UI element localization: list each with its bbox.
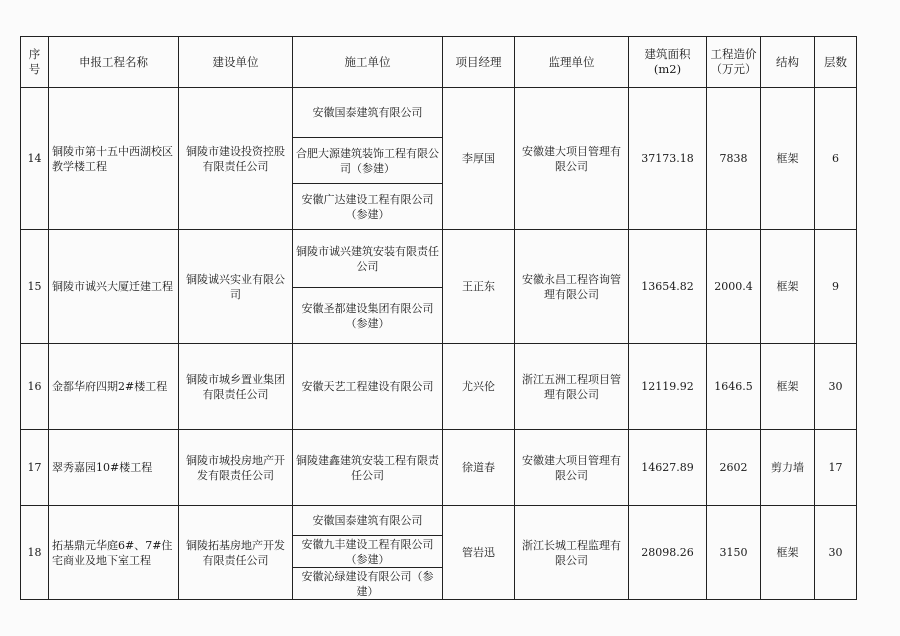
table-row: [21, 88, 857, 138]
builder-cell: 安徽天艺工程建设有限公司: [293, 344, 443, 430]
manager-cell: 王正东: [443, 230, 515, 344]
project-cell: 翠秀嘉园10#楼工程: [49, 430, 179, 506]
header-manager: 项目经理: [443, 37, 515, 88]
header-owner: 建设单位: [179, 37, 293, 88]
header-row: [21, 37, 857, 88]
owner-cell: 铜陵市建设投资控股有限责任公司: [179, 88, 293, 230]
header-builder: 施工单位: [293, 37, 443, 88]
project-table: [20, 36, 857, 600]
supervisor-cell: 浙江五洲工程项目管理有限公司: [515, 344, 629, 430]
structure-cell: 框架: [761, 88, 815, 230]
area-cell: 37173.18: [629, 88, 707, 230]
header-structure: 结构: [761, 37, 815, 88]
structure-cell: 框架: [761, 230, 815, 344]
area-cell: 28098.26: [629, 506, 707, 600]
seq-cell: 18: [21, 506, 49, 600]
area-cell: 12119.92: [629, 344, 707, 430]
floors-cell: 6: [815, 88, 857, 230]
supervisor-cell: 浙江长城工程监理有限公司: [515, 506, 629, 600]
table-row: [21, 344, 857, 430]
structure-cell: 框架: [761, 506, 815, 600]
header-seq: 序号: [21, 37, 49, 88]
cost-cell: 2000.4: [707, 230, 761, 344]
owner-cell: 铜陵拓基房地产开发有限责任公司: [179, 506, 293, 600]
supervisor-cell: 安徽永昌工程咨询管理有限公司: [515, 230, 629, 344]
header-area: 建筑面积(m2): [629, 37, 707, 88]
cost-cell: 3150: [707, 506, 761, 600]
area-cell: 13654.82: [629, 230, 707, 344]
structure-cell: 剪力墙: [761, 430, 815, 506]
owner-cell: 铜陵诚兴实业有限公司: [179, 230, 293, 344]
seq-cell: 14: [21, 88, 49, 230]
builder-cell: 合肥大源建筑装饰工程有限公司（参建）: [293, 138, 443, 184]
builder-cell: 安徽国泰建筑有限公司: [293, 506, 443, 536]
owner-cell: 铜陵市城乡置业集团有限责任公司: [179, 344, 293, 430]
header-project: 申报工程名称: [49, 37, 179, 88]
structure-cell: 框架: [761, 344, 815, 430]
seq-cell: 15: [21, 230, 49, 344]
header-supervisor: 监理单位: [515, 37, 629, 88]
cost-cell: 7838: [707, 88, 761, 230]
project-cell: 金都华府四期2#楼工程: [49, 344, 179, 430]
builder-cell: 安徽沁绿建设有限公司（参建）: [293, 568, 443, 600]
floors-cell: 9: [815, 230, 857, 344]
floors-cell: 30: [815, 506, 857, 600]
floors-cell: 17: [815, 430, 857, 506]
supervisor-cell: 安徽建大项目管理有限公司: [515, 430, 629, 506]
header-floors: 层数: [815, 37, 857, 88]
manager-cell: 管岩迅: [443, 506, 515, 600]
table-row: [21, 230, 857, 288]
owner-cell: 铜陵市城投房地产开发有限责任公司: [179, 430, 293, 506]
area-cell: 14627.89: [629, 430, 707, 506]
builder-cell: 铜陵市诚兴建筑安装有限责任公司: [293, 230, 443, 288]
builder-cell: 安徽国泰建筑有限公司: [293, 88, 443, 138]
seq-cell: 17: [21, 430, 49, 506]
builder-cell: 安徽广达建设工程有限公司（参建）: [293, 184, 443, 230]
floors-cell: 30: [815, 344, 857, 430]
builder-cell: 铜陵建鑫建筑安装工程有限责任公司: [293, 430, 443, 506]
seq-cell: 16: [21, 344, 49, 430]
manager-cell: 尤兴伦: [443, 344, 515, 430]
table-row: [21, 430, 857, 506]
manager-cell: 徐道春: [443, 430, 515, 506]
project-cell: 铜陵市诚兴大厦迁建工程: [49, 230, 179, 344]
manager-cell: 李厚国: [443, 88, 515, 230]
table-row: [21, 506, 857, 536]
builder-cell: 安徽九丰建设工程有限公司（参建）: [293, 536, 443, 568]
header-cost: 工程造价（万元）: [707, 37, 761, 88]
project-cell: 拓基鼎元华庭6#、7#住宅商业及地下室工程: [49, 506, 179, 600]
builder-cell: 安徽圣都建设集团有限公司（参建）: [293, 288, 443, 344]
cost-cell: 1646.5: [707, 344, 761, 430]
cost-cell: 2602: [707, 430, 761, 506]
supervisor-cell: 安徽建大项目管理有限公司: [515, 88, 629, 230]
project-cell: 铜陵市第十五中西湖校区教学楼工程: [49, 88, 179, 230]
